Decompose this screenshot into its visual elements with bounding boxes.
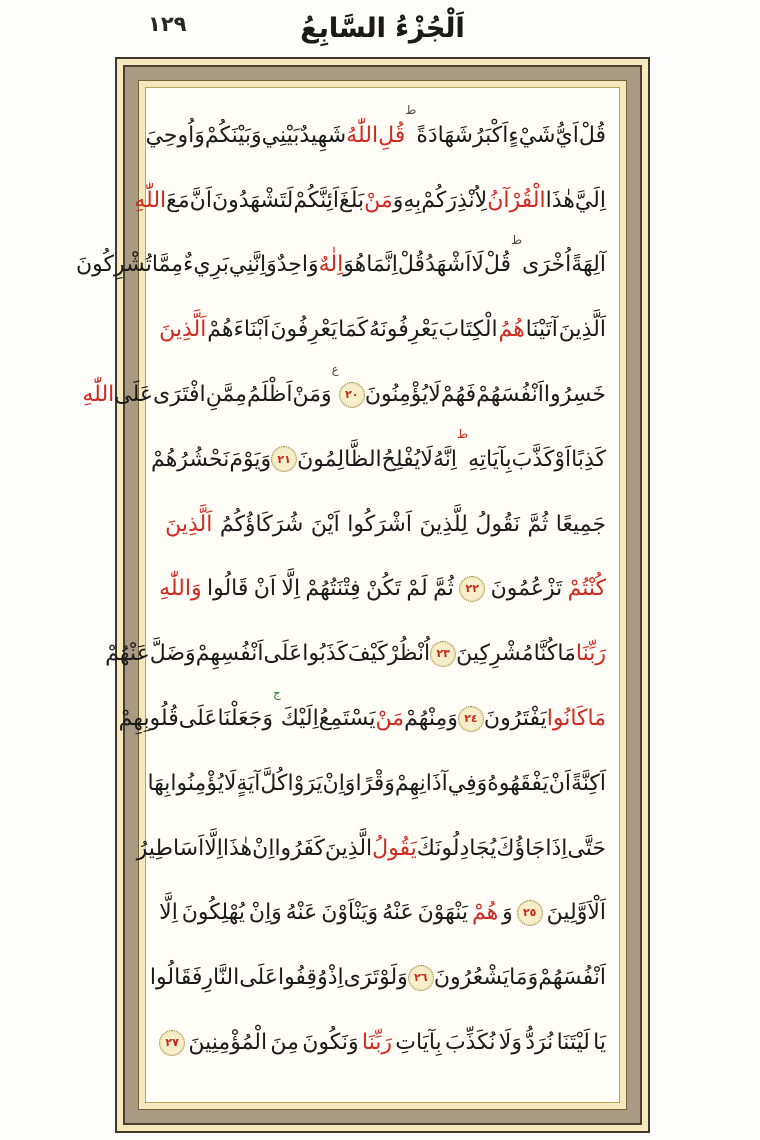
verse-marker: ٢٥ (517, 900, 543, 926)
quran-line (118, 686, 606, 751)
ayah-word: لَا (471, 252, 484, 278)
ayah-word: اَئِنَّكُمْ (293, 187, 340, 213)
ayah-word: بِآيَاتِ (395, 1030, 442, 1055)
page-border-frame (75, 57, 650, 1133)
ayah-word: مُشْرِكِينَ (456, 641, 534, 667)
ayah-word: قَالُوا (206, 576, 249, 602)
quran-text-block (75, 103, 606, 1094)
ayah-word: يُفْلِحُ (381, 446, 421, 472)
ayah-word: اَكْبَرُ (472, 122, 509, 148)
verse-marker: ٢٤ (458, 706, 484, 732)
ayah-word: شُرَكَاؤُكُمُ (219, 511, 304, 537)
ayah-word: عَنْهُ (285, 900, 318, 926)
ayah-word: شَهَادَةً (416, 122, 473, 148)
ayah-word: الظَّالِمُونَ (297, 446, 382, 472)
ayah-word: يُؤْمِنُونَ (364, 382, 429, 408)
ayah-word: الْكِتَابَ (438, 317, 498, 343)
ayah-word: اِلَّا (204, 835, 223, 861)
ayah-word: كَمَا (338, 317, 369, 343)
quran-line (159, 881, 606, 946)
ayah-word: فَقَالُوا (149, 965, 203, 991)
ayah-word: يَفْتَرُونَ (483, 706, 547, 732)
ayah-word: وَمَا (509, 965, 539, 991)
ayah-word: فِتْنَتُهُمْ (305, 576, 361, 602)
ayah-word: مَنْ (375, 706, 405, 732)
ayah-word: تَرَى (343, 965, 380, 991)
ayah-word: اِنَّهُ (432, 446, 457, 472)
ayah-word: نُكَذِّبَ (444, 1030, 496, 1055)
ayah-word: نَقُولُ (475, 511, 520, 537)
ayah-word: وَاِنْ (322, 770, 356, 796)
quran-line (105, 621, 606, 686)
ayah-word: اُخْرَى (522, 252, 572, 278)
ayah-word: عَلَى (114, 382, 154, 408)
ayah-word: كُنْتُمْ (567, 576, 606, 602)
ayah-word: وَلَوْ (379, 965, 408, 991)
ayah-word: جَاؤُكَ (496, 835, 546, 861)
quran-line (75, 232, 606, 298)
ayah-word: لِلَّذِينَ (419, 511, 468, 537)
ayah-word: لَيْتَنَا (556, 1030, 590, 1055)
ayah-word: الْقُرْآنُ (487, 187, 546, 213)
ayah-word: يَا (593, 1030, 606, 1055)
ayah-word: اَنْ (253, 576, 277, 602)
ayah-word: مِمَّا (151, 252, 184, 278)
quran-line (82, 362, 606, 427)
ayah-word: اَلَّذِينَ (165, 511, 213, 537)
ayah-word: هُمُ (498, 317, 525, 343)
ayah-word: مِمَّنِ (205, 382, 247, 408)
ayah-word: يَعْرِفُونَ (270, 317, 338, 343)
verse-marker: ٢٢ (459, 576, 485, 602)
ayah-word: قُلْ (578, 122, 606, 148)
ayah-word: اَلَّذِينَ (159, 317, 207, 343)
ayah-word: آتَيْنَا (525, 317, 558, 343)
ayah-word: اَلْاَوَّلِينَ (546, 900, 606, 926)
ayah-word: بَرِيءٌ (183, 252, 229, 278)
ayah-word: وَبَيْنَكُمْ (204, 122, 262, 148)
ayah-word: يُهْلِكُونَ (181, 900, 245, 926)
frame-taupe-band (75, 65, 642, 1125)
ayah-word: يَشْعُرُونَ (433, 965, 510, 991)
ayah-word: بِهَا (147, 770, 171, 796)
ayah-word: قُلْ (397, 252, 426, 278)
ayah-word: وَجَعَلْنَا (217, 706, 273, 732)
frame-inner-band (75, 80, 627, 1110)
ayah-word: اُنْظُرْ (387, 641, 431, 667)
ayah-word: مَا (557, 641, 576, 667)
ayah-word: وَقْرًا (355, 770, 395, 796)
ayah-word: وَلَا (498, 1030, 522, 1055)
ayah-word: آيَةٍ (236, 770, 261, 796)
ayah-word: يَقُولُ (372, 835, 417, 861)
ayah-word: شَيْءٍ (508, 122, 556, 148)
ayah-word: اَيْنَ (310, 511, 340, 537)
ayah-word: اِلَّا (159, 900, 178, 926)
ayah-word: عَنْهُمْ (105, 641, 150, 667)
verse-marker: ٢٣ (430, 641, 456, 667)
ayah-word: وَ (392, 187, 404, 213)
ayah-word: بَيْنِي (261, 122, 300, 148)
verse-marker: ٢٦ (408, 965, 434, 991)
ayah-word: وَاُوحِيَ (145, 122, 205, 148)
ayah-word: آذَانِهِمْ (394, 770, 448, 796)
quran-line (151, 426, 606, 492)
stop-sign: ج (272, 686, 281, 701)
ayah-word: شَهِيدٌ (299, 122, 347, 148)
ayah-word: يَنْهَوْنَ (417, 900, 468, 926)
ayah-word: نُرَدُّ (525, 1030, 554, 1055)
ayah-word: اَنَّ (189, 187, 212, 213)
ayah-word: اَنْفُسِهِمْ (195, 641, 264, 667)
ayah-word: وَضَلَّ (149, 641, 196, 667)
ayah-word: اَنْفُسَهُمْ (476, 382, 544, 408)
ayah-word: اَشْرَكُوا (347, 511, 412, 537)
ayah-word: تُشْرِكُونَ (75, 252, 152, 278)
quran-line (159, 1010, 606, 1075)
stop-sign: ط (456, 426, 469, 441)
ayah-word: اَبْنَاءَهُمْ (207, 317, 270, 343)
quran-line (159, 557, 606, 622)
ayah-word: لَتَشْهَدُونَ (211, 187, 294, 213)
ayah-word: اَظْلَمُ (246, 382, 293, 408)
ayah-word: لَمْ (406, 576, 428, 602)
ayah-word: لِاُنْذِرَكُمْ (421, 187, 488, 213)
ayah-word: يُجَادِلُونَكَ (416, 835, 497, 861)
ayah-word: الَّذِينَ (324, 835, 373, 861)
ayah-word: وَمَنْ (292, 382, 332, 408)
ayah-word: وُقِفُوا (277, 965, 328, 991)
ayah-word: كَيْفَ (347, 641, 388, 667)
ayah-word: اِلَّا (281, 576, 301, 602)
ayah-word: يَعْرِفُونَهُ (368, 317, 438, 343)
ayah-word: اِذْ (327, 965, 344, 991)
ayah-word: افْتَرَى (153, 382, 206, 408)
ayah-word: اِلَيَّ (574, 187, 606, 213)
ayah-word: وَيَنْاَوْنَ (321, 900, 379, 926)
ayah-word: فَهُمْ (440, 382, 477, 408)
stop-sign: ع (331, 362, 339, 377)
ayah-word: قُلْ (483, 252, 512, 278)
ayah-word: الْمُؤْمِنِينَ (188, 1030, 268, 1055)
juz-header-title: اَلْجُزْءُ السَّابِعُ (300, 12, 465, 44)
page-content-area (75, 87, 620, 1103)
verse-marker: ٢٧ (159, 1030, 185, 1056)
ayah-word: عَلَى (178, 706, 218, 732)
ayah-word: حَتَّى (567, 835, 606, 861)
ayah-word: كَذِبًا (571, 446, 606, 472)
ayah-word: اِنْ (252, 835, 275, 861)
ayah-word: مَعَ (166, 187, 190, 213)
ayah-word: قُلِ (378, 122, 406, 148)
ayah-word: اَنْ (548, 770, 571, 796)
ayah-word: مَا (587, 706, 606, 732)
ayah-word: جَمِيعًا (555, 511, 606, 537)
ayah-word: هُمْ (471, 900, 499, 926)
ayah-word: وَاِنَّنِي (228, 252, 277, 278)
ayah-word: رَبِّنَا (575, 641, 606, 667)
ayah-word: رَبِّنَا (361, 1030, 393, 1055)
ayah-word: وَ (502, 900, 513, 926)
ayah-word: اللّٰهِ (82, 382, 115, 408)
ayah-word: كَذَّبَ (511, 446, 555, 472)
ayah-word: يَرَوْا (287, 770, 323, 796)
ayah-word: اَشْهَدُ (425, 252, 472, 278)
ayah-word: وَيَوْمَ (229, 446, 272, 472)
ayah-word: اَلَّذِينَ (558, 317, 606, 343)
ayah-word: لَا (420, 446, 433, 472)
ayah-word: يَفْقَهُوهُ (487, 770, 549, 796)
ayah-word: اَسَاطِيرُ (136, 835, 205, 861)
ayah-word: وَمِنْهُمْ (404, 706, 458, 732)
ayah-word: اللّٰهُ (346, 122, 379, 148)
ayah-word: عَلَى (239, 965, 278, 991)
ayah-word: ثُمَّ (433, 576, 454, 602)
ayah-word: بِآيَاتِهِ (468, 446, 512, 472)
ayah-word: نَحْشُرُهُمْ (151, 446, 230, 472)
ayah-word: اِذَا (545, 835, 568, 861)
verse-marker: ٢٠ (339, 382, 365, 408)
ayah-word: اَكِنَّةً (570, 770, 606, 796)
ayah-word: وَاِنْ (248, 900, 282, 926)
stop-sign: ط (511, 232, 523, 247)
ayah-word: مِنَ (270, 1030, 299, 1055)
ayah-word: قُلُوبِهِمْ (118, 706, 179, 732)
ayah-word: بِهِ (403, 187, 422, 213)
ayah-word: وَفِي (447, 770, 488, 796)
ayah-word: تَكُنْ (366, 576, 402, 602)
ayah-word: آلِهَةً (571, 252, 606, 278)
ayah-word: وَاللّٰهِ (159, 576, 202, 602)
ayah-word: هٰذَا (545, 187, 575, 213)
ayah-word: اِنَّمَا (366, 252, 398, 278)
ayah-word: لَا (223, 770, 237, 796)
ayah-word: اَوْ (554, 446, 572, 472)
page-header (115, 0, 650, 56)
quran-line (149, 945, 606, 1010)
stop-sign: ط (405, 103, 417, 117)
ayah-word: اَيُّ (555, 122, 579, 148)
ayah-word: كُلَّ (260, 770, 288, 796)
ayah-word: هُوَ (343, 252, 367, 278)
ayah-word: كُنَّا (533, 641, 558, 667)
ayah-word: اَنْفُسَهُمْ (538, 965, 606, 991)
ayah-word: اللّٰهِ (134, 187, 167, 213)
verse-marker: ٢١ (271, 446, 297, 472)
quran-line (159, 297, 606, 362)
ayah-word: وَاحِدٌ (276, 252, 319, 278)
ayah-word: مَنْ (364, 187, 393, 213)
ayah-word: وَنَكُونَ (302, 1030, 359, 1055)
page-number: ١٢٩ (148, 12, 187, 36)
quran-line (147, 751, 606, 816)
ayah-word: اِلٰهٌ (318, 252, 344, 278)
ayah-word: عَنْهُ (382, 900, 414, 926)
ayah-word: اِلَيْكَ (280, 706, 319, 732)
ayah-word: عَلَى (263, 641, 303, 667)
ayah-word: كَفَرُوا (274, 835, 325, 861)
quran-line (159, 492, 606, 557)
ayah-word: خَسِرُوا (543, 382, 606, 408)
ayah-word: يُؤْمِنُوا (170, 770, 224, 796)
ayah-word: النَّارِ (202, 965, 240, 991)
ayah-word: لَا (428, 382, 441, 408)
quran-line (145, 103, 606, 168)
ayah-word: كَانُوا (546, 706, 588, 732)
ayah-word: ثُمَّ (527, 511, 549, 537)
ayah-word: بَلَغَ (339, 187, 365, 213)
ayah-word: كَذَبُوا (302, 641, 348, 667)
quran-line (136, 816, 606, 881)
quran-line (134, 168, 606, 233)
ayah-word: تَزْعُمُونَ (490, 576, 563, 602)
ayah-word: هٰذَا (222, 835, 253, 861)
ayah-word: يَسْتَمِعُ (318, 706, 376, 732)
